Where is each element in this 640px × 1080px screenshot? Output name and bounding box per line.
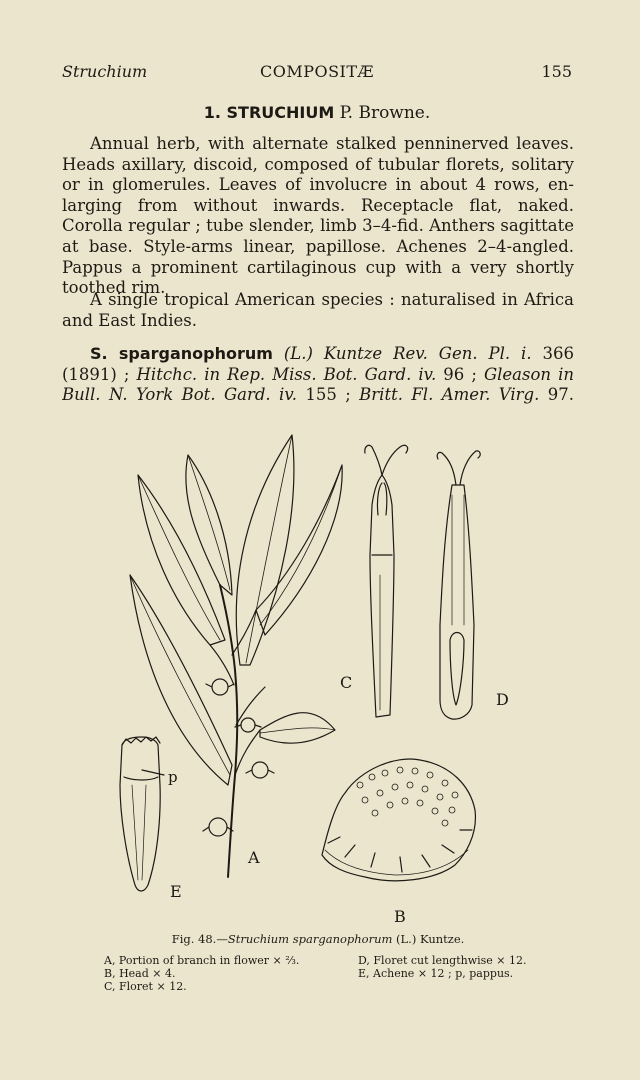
figure-label-a: A [248,848,260,867]
page-number: 155 [541,62,572,81]
description-line: or in glomerules. Leaves of involucre in about 4 rows, en- [62,175,574,195]
description-line: Annual herb, with alternate stalked penninerved leaves. [90,134,574,153]
description-line: larging from without inwards. Receptacle flat, naked. [62,195,574,215]
species-author: (L.) [283,344,313,363]
genus-description [62,134,574,299]
distribution-note [62,290,574,331]
description-line: at base. Style-arms linear, papillose. Achenes 2–4-angled. [62,236,574,256]
figure-label-e: E [170,882,182,901]
floret-section-drawing [437,451,480,719]
legend-item: E, Achene × 12 ; p, pappus. [358,967,514,980]
species-name: S. sparganophorum [90,344,273,363]
legend-column-right [358,954,527,980]
legend-item: D, Floret cut lengthwise × 12. [358,954,527,967]
species-citation-num: 96 ; [436,364,484,384]
species-citation-num: 97. [539,385,574,405]
species-line [62,344,574,365]
running-head [62,62,572,84]
genus-heading [62,103,572,123]
branch-drawing [130,435,342,877]
figure-label-pappus: p [168,768,178,786]
species-citation-num: 155 ; [296,385,360,405]
species-citation-num: 366 [531,344,574,363]
illustration-drawing [60,425,580,925]
species-line [62,385,574,406]
figure-label-b: B [394,907,406,926]
legend-item: C, Floret × 12. [104,980,187,993]
figure-label-c: C [340,673,353,692]
species-citation: Bull. N. York Bot. Gard. iv. [62,385,297,405]
figure-label-d: D [496,690,509,709]
description-line: Pappus a prominent cartilaginous cup with a very shortly [62,257,574,277]
description-line: Corolla regular ; tube slender, limb 3–4-fid. Anthers sagittate [62,216,574,236]
legend-item: B, Head × 4. [104,967,176,980]
running-head-family: COMPOSITÆ [259,62,375,81]
genus-authority: P. Browne. [339,103,431,123]
distribution-line: and East Indies. [62,310,197,330]
flower-head-drawing [322,759,475,881]
species-citation-num: (1891) ; [62,364,137,384]
achene-drawing [120,737,164,891]
legend-column-left [104,954,299,993]
species-citation: Kuntze Rev. Gen. Pl. i. [312,344,532,363]
species-line [62,365,574,386]
caption-prefix: Fig. 48.— [171,932,228,946]
floret-drawing [365,445,408,717]
genus-name: 1. STRUCHIUM [203,103,335,122]
legend-item: A, Portion of branch in flower × ⅔. [104,954,300,967]
distribution-line: A single tropical American species : naturalised in Africa [90,290,574,309]
figure-caption [62,932,574,946]
caption-suffix: (L.) Kuntze. [392,932,465,946]
species-citation: Gleason in [483,364,574,384]
running-head-genus: Struchium [62,62,148,81]
species-citation: Hitchc. in Rep. Miss. Bot. Gard. iv. [136,364,437,384]
botanical-illustration [60,425,580,925]
description-line: toothed rim. [62,278,166,298]
description-line: Heads axillary, discoid, composed of tubular florets, solitary [62,154,574,174]
species-citation: Britt. Fl. Amer. Virg. [359,385,540,405]
species-entry [62,344,574,406]
caption-species: Struchium sparganophorum [227,932,393,946]
